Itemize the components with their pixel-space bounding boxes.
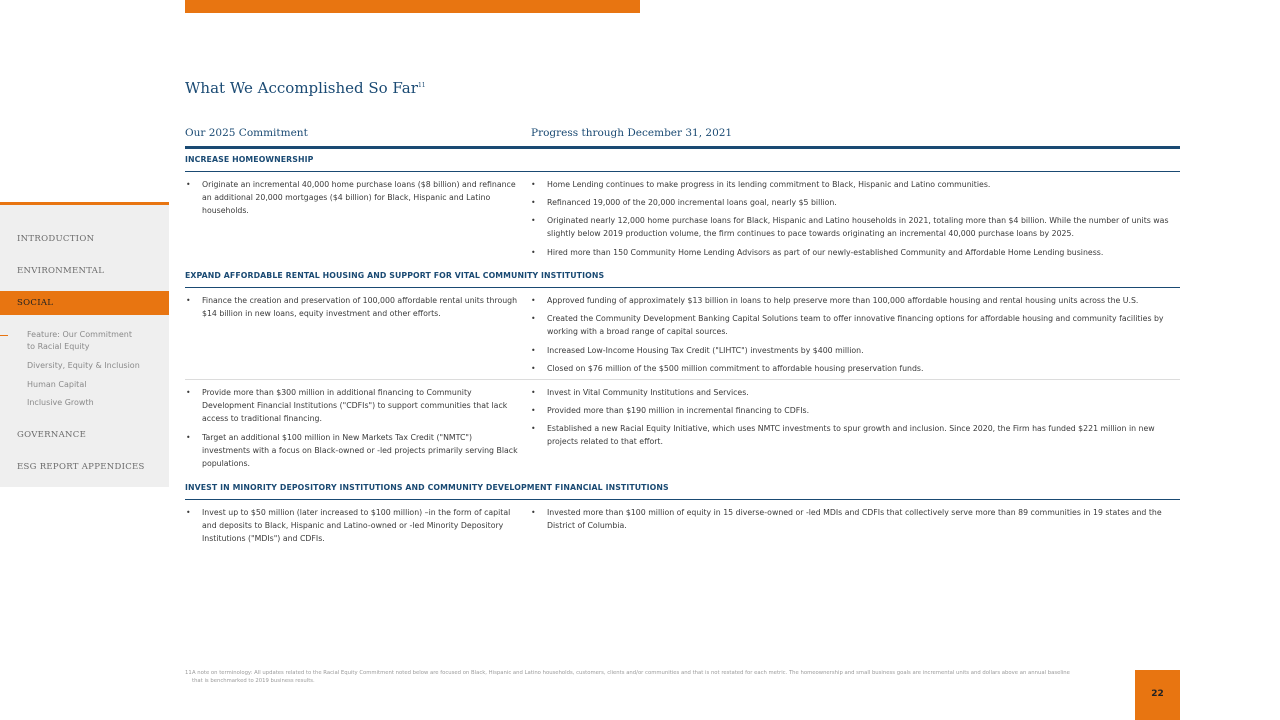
current-subitem-marker (0, 335, 8, 336)
top-accent-bar (185, 0, 640, 13)
page-title (185, 79, 426, 97)
commitment-item: • Originate an incremental 40,000 home purchase loans ($8 billion) and refinance an additional 20,000 mortgages ($4 billion) for Black, Hispanic and Latino households. (202, 178, 522, 217)
commitment-item: • Invest up to $50 million (later increased to $100 million) –in the form of capital and deposits to Black, Hispanic and Latino-owned or -led Minority Depository Institutions ("MDIs") and CDFIs. (202, 506, 522, 545)
subitem-line2: to Racial Equity (27, 342, 90, 351)
section-heading-homeownership: INCREASE HOMEOWNERSHIP (185, 155, 314, 164)
section-heading-rental-housing: EXPAND AFFORDABLE RENTAL HOUSING AND SUPPORT FOR VITAL COMMUNITY INSTITUTIONS (185, 271, 605, 280)
commitment-item: • Provide more than $300 million in additional financing to Community Development Financial Institutions ("CDFIs") to support communities that lack access to traditional financing. (202, 386, 522, 425)
progress-item: • Invested more than $100 million of equity in 15 diverse-owned or -led MDIs and CDFIs that collectively serve more than 89 communities in 19 states and the District of Columbia. (547, 506, 1177, 532)
section-heading-mdi-cdfi: INVEST IN MINORITY DEPOSITORY INSTITUTIONS AND COMMUNITY DEVELOPMENT FINANCIAL INSTITUTIONS (185, 483, 669, 492)
sidebar-accent-line (0, 202, 169, 205)
header-rule (185, 146, 1180, 149)
progress-item: • Increased Low-Income Housing Tax Credit ("LIHTC") investments by $400 million. (547, 344, 1177, 357)
sidebar-item-social[interactable]: SOCIAL (0, 291, 169, 315)
page-title-text: What We Accomplished So Far (185, 79, 418, 97)
progress-item: • Invest in Vital Community Institutions and Services. (547, 386, 1177, 399)
progress-item: • Provided more than $190 million in incremental financing to CDFIs. (547, 404, 1177, 417)
section-rule (185, 287, 1180, 288)
sidebar-item-appendices[interactable]: ESG REPORT APPENDICES (17, 462, 145, 472)
progress-item: • Hired more than 150 Community Home Lending Advisors as part of our newly-established Community and Affordable Home Lending business. (547, 246, 1177, 259)
commitment-item: • Finance the creation and preservation of 100,000 affordable rental units through $14 billion in new loans, equity investment and other efforts. (202, 294, 522, 320)
page-number-box (1135, 670, 1180, 720)
sidebar-subitem-human-capital[interactable]: Human Capital (27, 380, 87, 389)
footnote-number: 11 (185, 670, 192, 676)
progress-item: • Refinanced 19,000 of the 20,000 incremental loans goal, nearly $5 billion. (547, 196, 1177, 209)
commitment-item: • Target an additional $100 million in New Markets Tax Credit ("NMTC") investments with a focus on Black-owned or -led projects primarily serving Black populations. (202, 431, 522, 470)
sidebar-subitem-dei[interactable]: Diversity, Equity & Inclusion (27, 361, 140, 370)
sidebar-item-environmental[interactable]: ENVIRONMENTAL (17, 266, 105, 276)
progress-item: • Originated nearly 12,000 home purchase loans for Black, Hispanic and Latino households in 2021, totaling more than $4 billion. While the number of units was slightly below 2019 production volume, the firm continues to pace towards originating an incremental 40,000 purchase loans by 2025. (547, 214, 1177, 240)
section-rule (185, 171, 1180, 172)
section-rule (185, 499, 1180, 500)
row-divider (185, 379, 1180, 380)
progress-item: • Approved funding of approximately $13 billion in loans to help preserve more than 100,000 affordable housing and rental housing units across the U.S. (547, 294, 1177, 307)
column-header-progress: Progress through December 31, 2021 (531, 127, 733, 139)
sidebar-nav (0, 202, 169, 487)
footnote-text: A note on terminology: All updates related to the Racial Equity Commitment noted below are focused on Black, Hispanic and Latino households, customers, clients and/or communities and that is not restated for each metric. The homeownership and small business goals are incremental units and dollars above an annual baseline that is benchmarked to 2019 business results. (192, 670, 1070, 684)
sidebar-subitem-inclusive-growth[interactable]: Inclusive Growth (27, 398, 94, 407)
column-header-commitment: Our 2025 Commitment (185, 127, 308, 139)
progress-item: • Created the Community Development Banking Capital Solutions team to offer innovative financing options for affordable housing and community facilities by working with a broad range of capital sources. (547, 312, 1177, 338)
sidebar-item-introduction[interactable]: INTRODUCTION (17, 234, 95, 244)
page-number: 22 (1151, 689, 1164, 699)
subitem-line1: Feature: Our Commitment (27, 330, 133, 339)
progress-item: • Closed on $76 million of the $500 million commitment to affordable housing preservation funds. (547, 362, 1177, 375)
sidebar-subitem-racial-equity[interactable] (27, 329, 132, 353)
sidebar-item-governance[interactable]: GOVERNANCE (17, 430, 87, 440)
progress-item: • Home Lending continues to make progress in its lending commitment to Black, Hispanic and Latino communities. (547, 178, 1177, 191)
progress-item: • Established a new Racial Equity Initiative, which uses NMTC investments to spur growth and inclusion. Since 2020, the Firm has funded $221 million in new projects related to that effort. (547, 422, 1177, 448)
title-footnote-ref: 11 (417, 82, 426, 89)
